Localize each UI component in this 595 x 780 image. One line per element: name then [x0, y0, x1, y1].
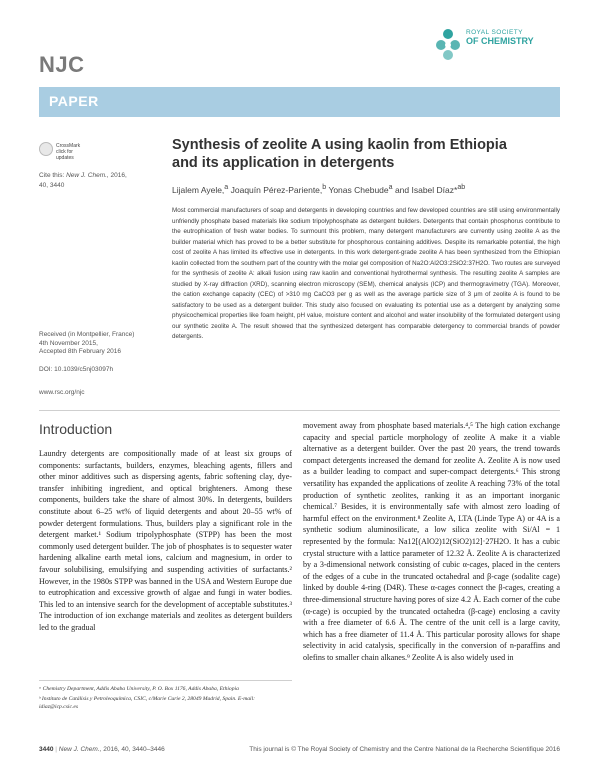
section-label: PAPER: [49, 93, 99, 109]
cite-year: 2016,: [110, 172, 127, 179]
crossmark-label: CrossMark click for updates: [56, 143, 81, 161]
author-1-affil: a: [224, 183, 229, 191]
affiliation-footnotes: [39, 685, 292, 713]
footnote-a: ᵃ Chemistry Department, Addis Ababa University, P. O. Box 1176, Addis Ababa, Ethiopia: [39, 686, 239, 692]
footer-journal: New J. Chem.,: [58, 746, 102, 753]
cite-volume: 40,: [39, 182, 49, 189]
section-banner: [39, 87, 560, 117]
rsc-logo[interactable]: [434, 27, 560, 61]
author-3-affil: a: [388, 183, 393, 191]
footnote-divider: [39, 680, 292, 681]
rsc-emblem-icon: [434, 27, 462, 61]
page-number: 3440: [39, 746, 54, 753]
citation-block: [39, 171, 159, 191]
footer-separator: |: [55, 746, 57, 753]
body-column-right: [303, 420, 560, 663]
author-4[interactable]: and Isabel Díaz*: [394, 184, 458, 195]
cite-page: 3440: [49, 182, 65, 189]
section-divider: [39, 410, 560, 411]
footnote-b: ᵇ Instituto de Catálisis y Petroleoquímica, CSIC, c/Marie Curie 2, 28049 Madrid, Spain. E-mail: idiaz@icp.csic.es: [39, 696, 256, 710]
received-label: Received (in Montpellier, France): [39, 331, 135, 338]
author-2-affil: b: [322, 183, 327, 191]
received-date: 4th November 2015,: [39, 339, 98, 347]
footer-volume: 40,: [121, 746, 131, 753]
footer-left: [39, 746, 165, 753]
footer-year: 2016,: [103, 746, 120, 753]
article-title: Synthesis of zeolite A using kaolin from Ethiopia and its application in detergents: [172, 137, 507, 171]
crossmark-icon: [39, 142, 53, 156]
footer-copyright: This journal is © The Royal Society of Chemistry and the Centre National de la Recherche Scientifique 2016: [249, 746, 560, 753]
author-list: [172, 183, 552, 195]
publisher-line1: ROYAL SOCIETY: [466, 29, 523, 36]
doi-link[interactable]: DOI: 10.1039/c5nj03097h: [39, 366, 114, 373]
author-3[interactable]: Yonas Chebude: [328, 184, 389, 195]
author-1[interactable]: Lijalem Ayele,: [172, 184, 225, 195]
intro-paragraph-left: Laundry detergents are compositionally made of at least six groups of components: surfactants, builders, enzymes, bleaching agents, fillers and other minor additives such as dispersing agents, fabric softening clay, dye-transfer inhibiting ingredient, and optical brighteners. Among these components, builders take the share of almost 30%. In detergents, builders constitute about 6–25 wt% of liquid detergents and about 20–55 wt% of powder detergent formulations. Thus, builders play a significant role in the detergent market.¹ Sodium tripolyphosphate (STPP) has been the most commonly used detergent builder. The job of phosphates is to sequester water hardening alkaline earth metal ions, calcium and magnesium, in order to favour solubilising, emulsifying and suspending activities of surfactants.² However, in the 1980s STPP was banned in the USA and Western Europe due to eutrophication and excessive growth of algae and fungi in water bodies. This led to an intensive search for the development of acceptable substitutes.³ The introduction of ion exchange materials and zeolites as detergent builders led to the gradual: [39, 449, 292, 632]
cite-journal: New J. Chem.,: [66, 172, 109, 179]
body-column-left: [39, 448, 292, 634]
abstract: [172, 206, 560, 343]
history-block: [39, 331, 164, 357]
journal-url-link[interactable]: www.rsc.org/njc: [39, 389, 85, 396]
footer-pages: 3440–3446: [132, 746, 165, 753]
accepted-date: Accepted 8th February 2016: [39, 348, 122, 356]
journal-name: NJC: [39, 52, 85, 77]
cite-label: Cite this:: [39, 172, 65, 179]
crossmark-badge[interactable]: [39, 140, 83, 160]
introduction-heading: Introduction: [39, 421, 113, 437]
author-2[interactable]: Joaquín Pérez-Pariente,: [230, 184, 323, 195]
publisher-line2: OF CHEMISTRY: [466, 36, 534, 46]
author-4-affil: ab: [457, 183, 466, 191]
intro-paragraph-right: movement away from phosphate based materials.⁴,⁵ The high cation exchange capacity and special particle morphology of zeolite A make it a viable alternative as a detergent builder. Over the past 20 years, the trend towards compact detergents increased the demand for zeolite A. Zeolite A is now used as a builder leading to compact and super-compact detergents.⁶ This strong versatility has expanded the applications of zeolite A reaching 73% of the total production of synthetic zeolites, ranking it as an important inorganic chemical.⁷ Besides, it is environmentally safe with almost zero loading of harmful effect on the environment.⁸ Zeolite A, LTA (Linde Type A) or 4A is a synthetic sodium aluminosilicate, a low silica zeolite with Si/Al = 1 represented by the formula: Na12[(AlO2)12(SiO2)12]·27H2O. It has a cubic crystal structure with a lattice parameter of 12.32 Å. Zeolite A is characterized by a 3-dimensional network consisting of cubic α-cages, placed in the centers of the edges of a cube in the truncated octahedral and β-cage (sodalite cage) linked by double 4-ring (D4R). These α-cages connect the β-cages, creating a three-dimensional structure having pores of size 4.2 Å. Each corner of the cube (α-cage) is occupied by the truncated octahedra (β-cage) enclosing a cavity with a free diameter of 6.6 Å. The centre of the unit cell is a large cavity, which has a free diameter of 11.4 Å. This particular porosity allows for shape selectivity in acid catalysis, specifically in the conversion of n-paraffins and olefins to smaller chain alkanes.⁹ Zeolite A is also widely used in: [303, 421, 560, 662]
abstract-text: Most commercial manufacturers of soap and detergents in developing countries and few developed countries are still using environmentally unfriendly phosphate based materials like sodium tripolyphosphate as detergent builders. Detergents that contain phosphorus contribute to the eutrophication of fresh water bodies. To surmount this problem, many detergent manufacturers are currently using zeolite A as the builder material which has proved to be a better substitute for phosphorous containing additives. Despite its remarkable potential, the high cost of zeolite A has limited its effective use in detergents. In this work detergent-grade zeolite A has been synthesized from the Ethiopian kaolin collected from the southern part of the country with the molar gel composition of Na2O:Al2O3:2SiO2:37H2O. Two routes are surveyed for the synthesis of zeolite A: alkali fusion using raw kaolin and conventional hydrothermal synthesis. The resulting zeolite A samples are studied by X-ray diffraction (XRD), scanning electron microscopy (SEM), chemical analysis (ICP) and thermogravimetry (TGA). Moreover, the cation exchange capacity (CEC) of >310 mg CaCO3 per g as well as the average particle size of 3 μm of zeolite A is found to be satisfactory to be used as a detergent builder. This study also focused on evaluating its potential use as a detergent by analyzing some physicochemical properties like foam height, pH value, moisture content and alcohol and water insolubility of the formulated detergent using our synthetic zeolite A. The result showed that the synthesized detergent has comparable detergency to commercial brands of powder detergents.: [172, 207, 560, 340]
